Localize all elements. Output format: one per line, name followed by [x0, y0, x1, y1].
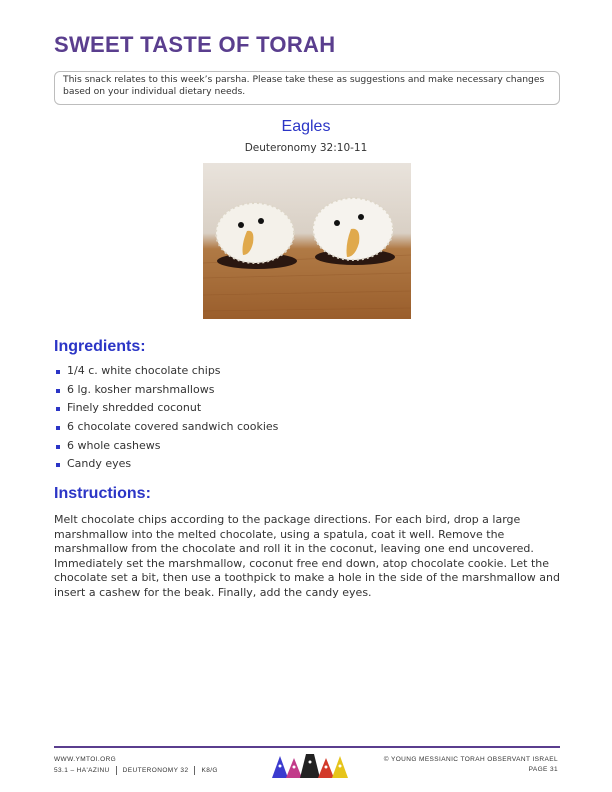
footer-website[interactable]: WWW.YMTOI.ORG: [54, 756, 117, 763]
footer-lesson: 53.1 – HA'AZINU: [54, 767, 110, 775]
ingredients-heading: Ingredients:: [54, 338, 146, 355]
footer-book: DEUTERONOMY 32: [122, 767, 189, 775]
footer-separator: [116, 766, 117, 775]
page-title: SWEET TASTE OF TORAH: [54, 32, 336, 57]
recipe-reference: Deuteronomy 32:10-11: [244, 142, 368, 154]
list-item: 1/4 c. white chocolate chips: [54, 362, 278, 381]
footer-divider: [54, 746, 560, 748]
ymtoi-logo-icon: [270, 752, 352, 780]
footer-page: PAGE 31: [528, 766, 558, 773]
footer-grade: K8/G: [201, 767, 218, 775]
recipe-photo: [203, 163, 411, 319]
footer-copyright: © YOUNG MESSIANIC TORAH OBSERVANT ISRAEL: [383, 756, 558, 763]
list-item: Candy eyes: [54, 455, 278, 474]
list-item: 6 chocolate covered sandwich cookies: [54, 418, 278, 437]
instructions-heading: Instructions:: [54, 485, 151, 502]
bullet-icon: [56, 426, 60, 430]
ingredients-list: [54, 362, 278, 474]
bullet-icon: [56, 445, 60, 449]
bullet-icon: [56, 389, 60, 393]
intro-note: This snack relates to this week’s parsha. Please take these as suggestions and make necessary changes based on your individual dietary needs.: [54, 71, 560, 105]
bullet-icon: [56, 370, 60, 374]
recipe-title: Eagles: [281, 118, 331, 135]
list-item: 6 lg. kosher marshmallows: [54, 381, 278, 400]
bullet-icon: [56, 407, 60, 411]
bullet-icon: [56, 463, 60, 467]
list-item: Finely shredded coconut: [54, 399, 278, 418]
footer-separator: [194, 766, 195, 775]
instructions-text: Melt chocolate chips according to the package directions. For each bird, drop a large marshmallow into the melted chocolate, using a spatula, coat it well. Remove the marshmallow from the chocolate and roll it in the coconut, leaving one end uncovered. Immediately set the marshmallow, coconut free end down, atop chocolate cookie. Let the chocolate set a bit, then use a toothpick to make a hole in the side of the marshmallow and insert a cashew for the beak. Finally, add the candy eyes.: [54, 513, 560, 599]
list-item: 6 whole cashews: [54, 437, 278, 456]
footer-meta: [54, 766, 218, 775]
